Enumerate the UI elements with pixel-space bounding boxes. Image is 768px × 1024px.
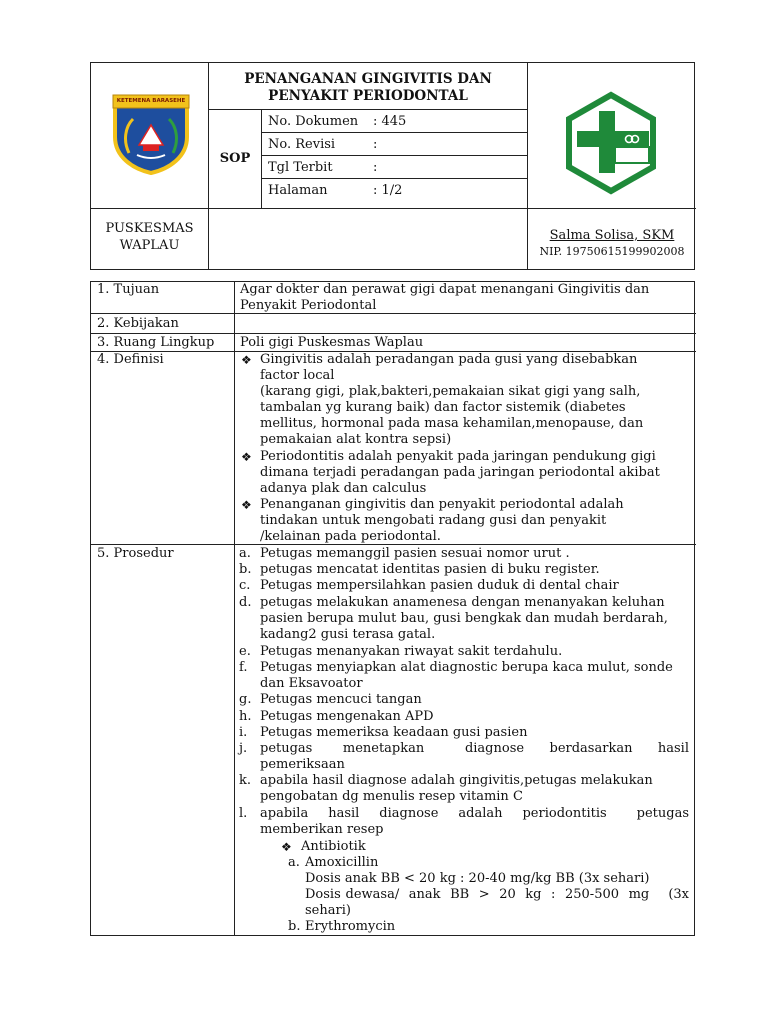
prosedur-line: dan Eksavoator [260, 676, 363, 691]
prosedur-line: pengobatan dg menulis resep vitamin C [260, 789, 523, 804]
meta-label-3: Halaman [268, 183, 328, 198]
antibiotik-label: Antibiotik [301, 839, 366, 854]
prosedur-mark: b. [239, 562, 252, 577]
meta-value-3: : 1/2 [373, 183, 403, 198]
row-label-ruang-lingkup: 3. Ruang Lingkup [97, 335, 215, 350]
dose-line: Dosis dewasa/ anak BB > 20 kg : 250-500 mg (3x [305, 887, 689, 902]
prosedur-mark: l. [239, 806, 248, 821]
prosedur-line: Petugas mempersilahkan pasien duduk di dental chair [260, 578, 619, 593]
definisi-line: factor local [260, 368, 335, 383]
prosedur-line: memberikan resep [260, 822, 384, 837]
prosedur-mark: d. [239, 595, 252, 610]
row-label-tujuan: 1. Tujuan [97, 282, 160, 297]
prosedur-line: petugas menetapkan diagnose berdasarkan hasil [260, 741, 689, 756]
prosedur-line: pemeriksaan [260, 757, 345, 772]
sop-label: SOP [219, 151, 251, 166]
organization-name: PUSKESMAS WAPLAU [105, 221, 194, 253]
sop-content-table [90, 281, 695, 936]
header-table [90, 62, 695, 270]
prosedur-line: pasien berupa mulut bau, gusi bengkak dan mudah berdarah, [260, 611, 668, 626]
signer-name: Salma Solisa, SKM [549, 228, 675, 243]
document-title: PENANGANAN GINGIVITIS DAN PENYAKIT PERIODONTAL [244, 71, 492, 104]
signer-nip: NIP. 19750615199902008 [539, 245, 685, 258]
ruang-lingkup-text: Poli gigi Puskesmas Waplau [240, 335, 424, 350]
prosedur-line: Petugas menanyakan riwayat sakit terdahulu. [260, 644, 563, 659]
dose-line: Dosis anak BB < 20 kg : 20-40 mg/kg BB (3x sehari) [305, 871, 650, 886]
meta-value-2: : [373, 160, 378, 175]
prosedur-mark: e. [239, 644, 251, 659]
row-label-kebijakan: 2. Kebijakan [97, 316, 179, 331]
definisi-line: adanya plak dan calculus [260, 481, 427, 496]
dose-line: sehari) [305, 903, 351, 918]
row-label-definisi: 4. Definisi [97, 352, 164, 367]
bullet-diamond-icon: ❖ [241, 353, 252, 367]
prosedur-mark: k. [239, 773, 252, 788]
drug-name-amoxicillin: Amoxicillin [305, 855, 379, 870]
prosedur-line: Petugas menyiapkan alat diagnostic berupa kaca mulut, sonde [260, 660, 673, 675]
meta-label-1: No. Revisi [268, 137, 336, 152]
meta-value-0: : 445 [373, 114, 407, 129]
definisi-line: Penanganan gingivitis dan penyakit periodontal adalah [260, 497, 624, 512]
prosedur-mark: i. [239, 725, 248, 740]
logo-banner-text: KETEMENA BARASEHE [116, 98, 186, 104]
prosedur-line: Petugas memeriksa keadaan gusi pasien [260, 725, 528, 740]
meta-value-1: : [373, 137, 378, 152]
meta-label-0: No. Dokumen [268, 114, 359, 129]
definisi-line: (karang gigi, plak,bakteri,pemakaian sikat gigi yang salh, [260, 384, 641, 399]
prosedur-mark: g. [239, 692, 252, 707]
tujuan-text-line: Agar dokter dan perawat gigi dapat menangani Gingivitis dan [240, 282, 650, 297]
definisi-line: pemakaian alat kontra sepsi) [260, 432, 452, 447]
definisi-line: tindakan untuk mengobati radang gusi dan penyakit [260, 513, 607, 528]
row-label-prosedur: 5. Prosedur [97, 546, 174, 561]
prosedur-mark: j. [239, 741, 248, 756]
drug-name-erythromycin: Erythromycin [305, 919, 396, 934]
prosedur-line: Petugas mencuci tangan [260, 692, 422, 707]
drug-mark: b. [288, 919, 301, 934]
prosedur-line: apabila hasil diagnose adalah periodontitis petugas [260, 806, 689, 821]
prosedur-line: kadang2 gusi terasa gatal. [260, 627, 436, 642]
tujuan-text-line: Penyakit Periodontal [240, 298, 377, 313]
definisi-line: /kelainan pada periodontal. [260, 529, 441, 544]
prosedur-line: petugas melakukan anamenesa dengan menanyakan keluhan [260, 595, 665, 610]
definisi-line: Gingivitis adalah peradangan pada gusi yang disebabkan [260, 352, 638, 367]
bullet-diamond-icon: ❖ [241, 450, 252, 464]
prosedur-line: Petugas mengenakan APD [260, 709, 434, 724]
meta-label-2: Tgl Terbit [268, 160, 333, 175]
prosedur-line: Petugas memanggil pasien sesuai nomor urut . [260, 546, 570, 561]
district-logo [109, 91, 193, 175]
definisi-line: mellitus, hormonal pada masa kehamilan,menopause, dan [260, 416, 644, 431]
puskesmas-cross-logo [559, 91, 663, 195]
bullet-diamond-icon: ❖ [281, 840, 292, 854]
definisi-line: dimana terjadi peradangan pada jaringan periodontal akibat [260, 465, 660, 480]
bullet-diamond-icon: ❖ [241, 498, 252, 512]
prosedur-line: petugas mencatat identitas pasien di buku register. [260, 562, 600, 577]
prosedur-mark: c. [239, 578, 251, 593]
definisi-line: tambalan yg kurang baik) dan factor sistemik (diabetes [260, 400, 626, 415]
prosedur-mark: f. [239, 660, 248, 675]
prosedur-mark: a. [239, 546, 251, 561]
drug-mark: a. [288, 855, 300, 870]
definisi-line: Periodontitis adalah penyakit pada jaringan pendukung gigi [260, 449, 656, 464]
prosedur-line: apabila hasil diagnose adalah gingivitis,petugas melakukan [260, 773, 653, 788]
prosedur-mark: h. [239, 709, 252, 724]
